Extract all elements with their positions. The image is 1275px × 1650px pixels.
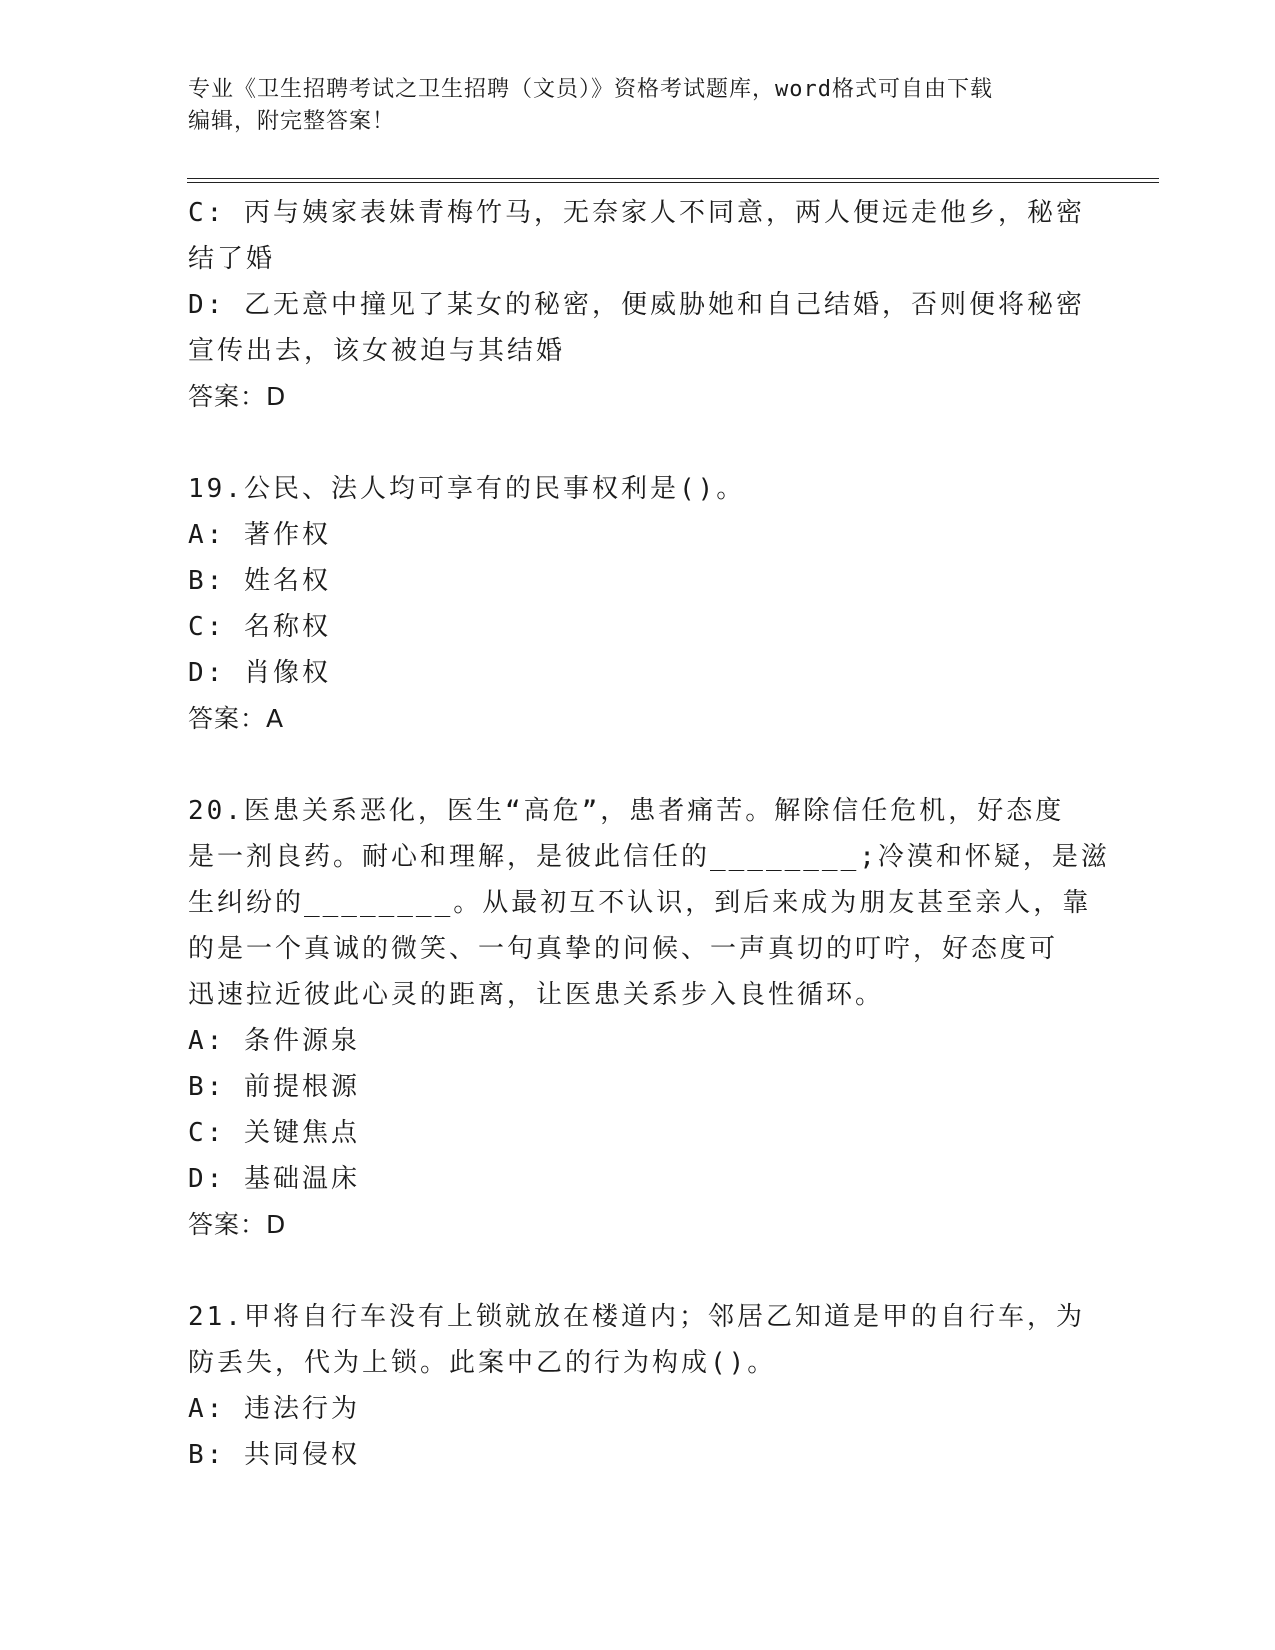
q18-option-d-line2: 宣传出去，该女被迫与其结婚 <box>188 336 566 366</box>
q21-option-a: A: 违法行为 <box>188 1394 360 1424</box>
question-19-block <box>188 466 1088 742</box>
q20-option-c: C: 关键焦点 <box>188 1118 360 1148</box>
q19-answer: 答案：A <box>188 704 285 733</box>
q19-option-a: A: 著作权 <box>188 520 331 550</box>
question-content <box>188 190 1110 1478</box>
question-18-block <box>188 190 1088 420</box>
header-line-2: 编辑，附完整答案！ <box>188 109 396 134</box>
header-divider <box>187 178 1159 183</box>
q19-option-d: D: 肖像权 <box>188 658 331 688</box>
q20-stem-line2: 是一剂良药。耐心和理解，是彼此信任的________;冷漠和怀疑，是滋 <box>188 842 1110 872</box>
q21-option-b: B: 共同侵权 <box>188 1440 360 1470</box>
document-header <box>188 74 1088 138</box>
q20-stem-line5: 迅速拉近彼此心灵的距离，让医患关系步入良性循环。 <box>188 980 885 1010</box>
q20-option-d: D: 基础温床 <box>188 1164 360 1194</box>
q20-stem-line3: 生纠纷的________。从最初互不认识，到后来成为朋友甚至亲人，靠 <box>188 888 1092 918</box>
q21-stem-line1: 21.甲将自行车没有上锁就放在楼道内；邻居乙知道是甲的自行车，为 <box>188 1302 1085 1332</box>
question-21-block <box>188 1294 1088 1478</box>
q20-stem-line4: 的是一个真诚的微笑、一句真挚的问候、一声真切的叮咛，好态度可 <box>188 934 1059 964</box>
q20-answer: 答案：D <box>188 1210 287 1239</box>
q20-option-a: A: 条件源泉 <box>188 1026 360 1056</box>
q18-answer: 答案：D <box>188 382 287 411</box>
header-line-1: 专业《卫生招聘考试之卫生招聘（文员）》资格考试题库，word格式可自由下载 <box>188 77 993 102</box>
q19-option-b: B: 姓名权 <box>188 566 331 596</box>
q18-option-c-line2: 结了婚 <box>188 244 276 274</box>
q21-stem-line2: 防丢失，代为上锁。此案中乙的行为构成()。 <box>188 1348 777 1378</box>
q20-option-b: B: 前提根源 <box>188 1072 360 1102</box>
spacer <box>188 1248 1088 1294</box>
q18-option-d-line1: D: 乙无意中撞见了某女的秘密，便威胁她和自己结婚，否则便将秘密 <box>188 290 1085 320</box>
q18-option-c-line1: C: 丙与姨家表妹青梅竹马，无奈家人不同意，两人便远走他乡，秘密 <box>188 198 1085 228</box>
spacer <box>188 420 1088 466</box>
spacer <box>188 742 1088 788</box>
q19-stem: 19.公民、法人均可享有的民事权利是()。 <box>188 474 746 504</box>
question-20-block <box>188 788 1110 1248</box>
q19-option-c: C: 名称权 <box>188 612 331 642</box>
q20-stem-line1: 20.医患关系恶化，医生“高危”，患者痛苦。解除信任危机，好态度 <box>188 796 1065 826</box>
